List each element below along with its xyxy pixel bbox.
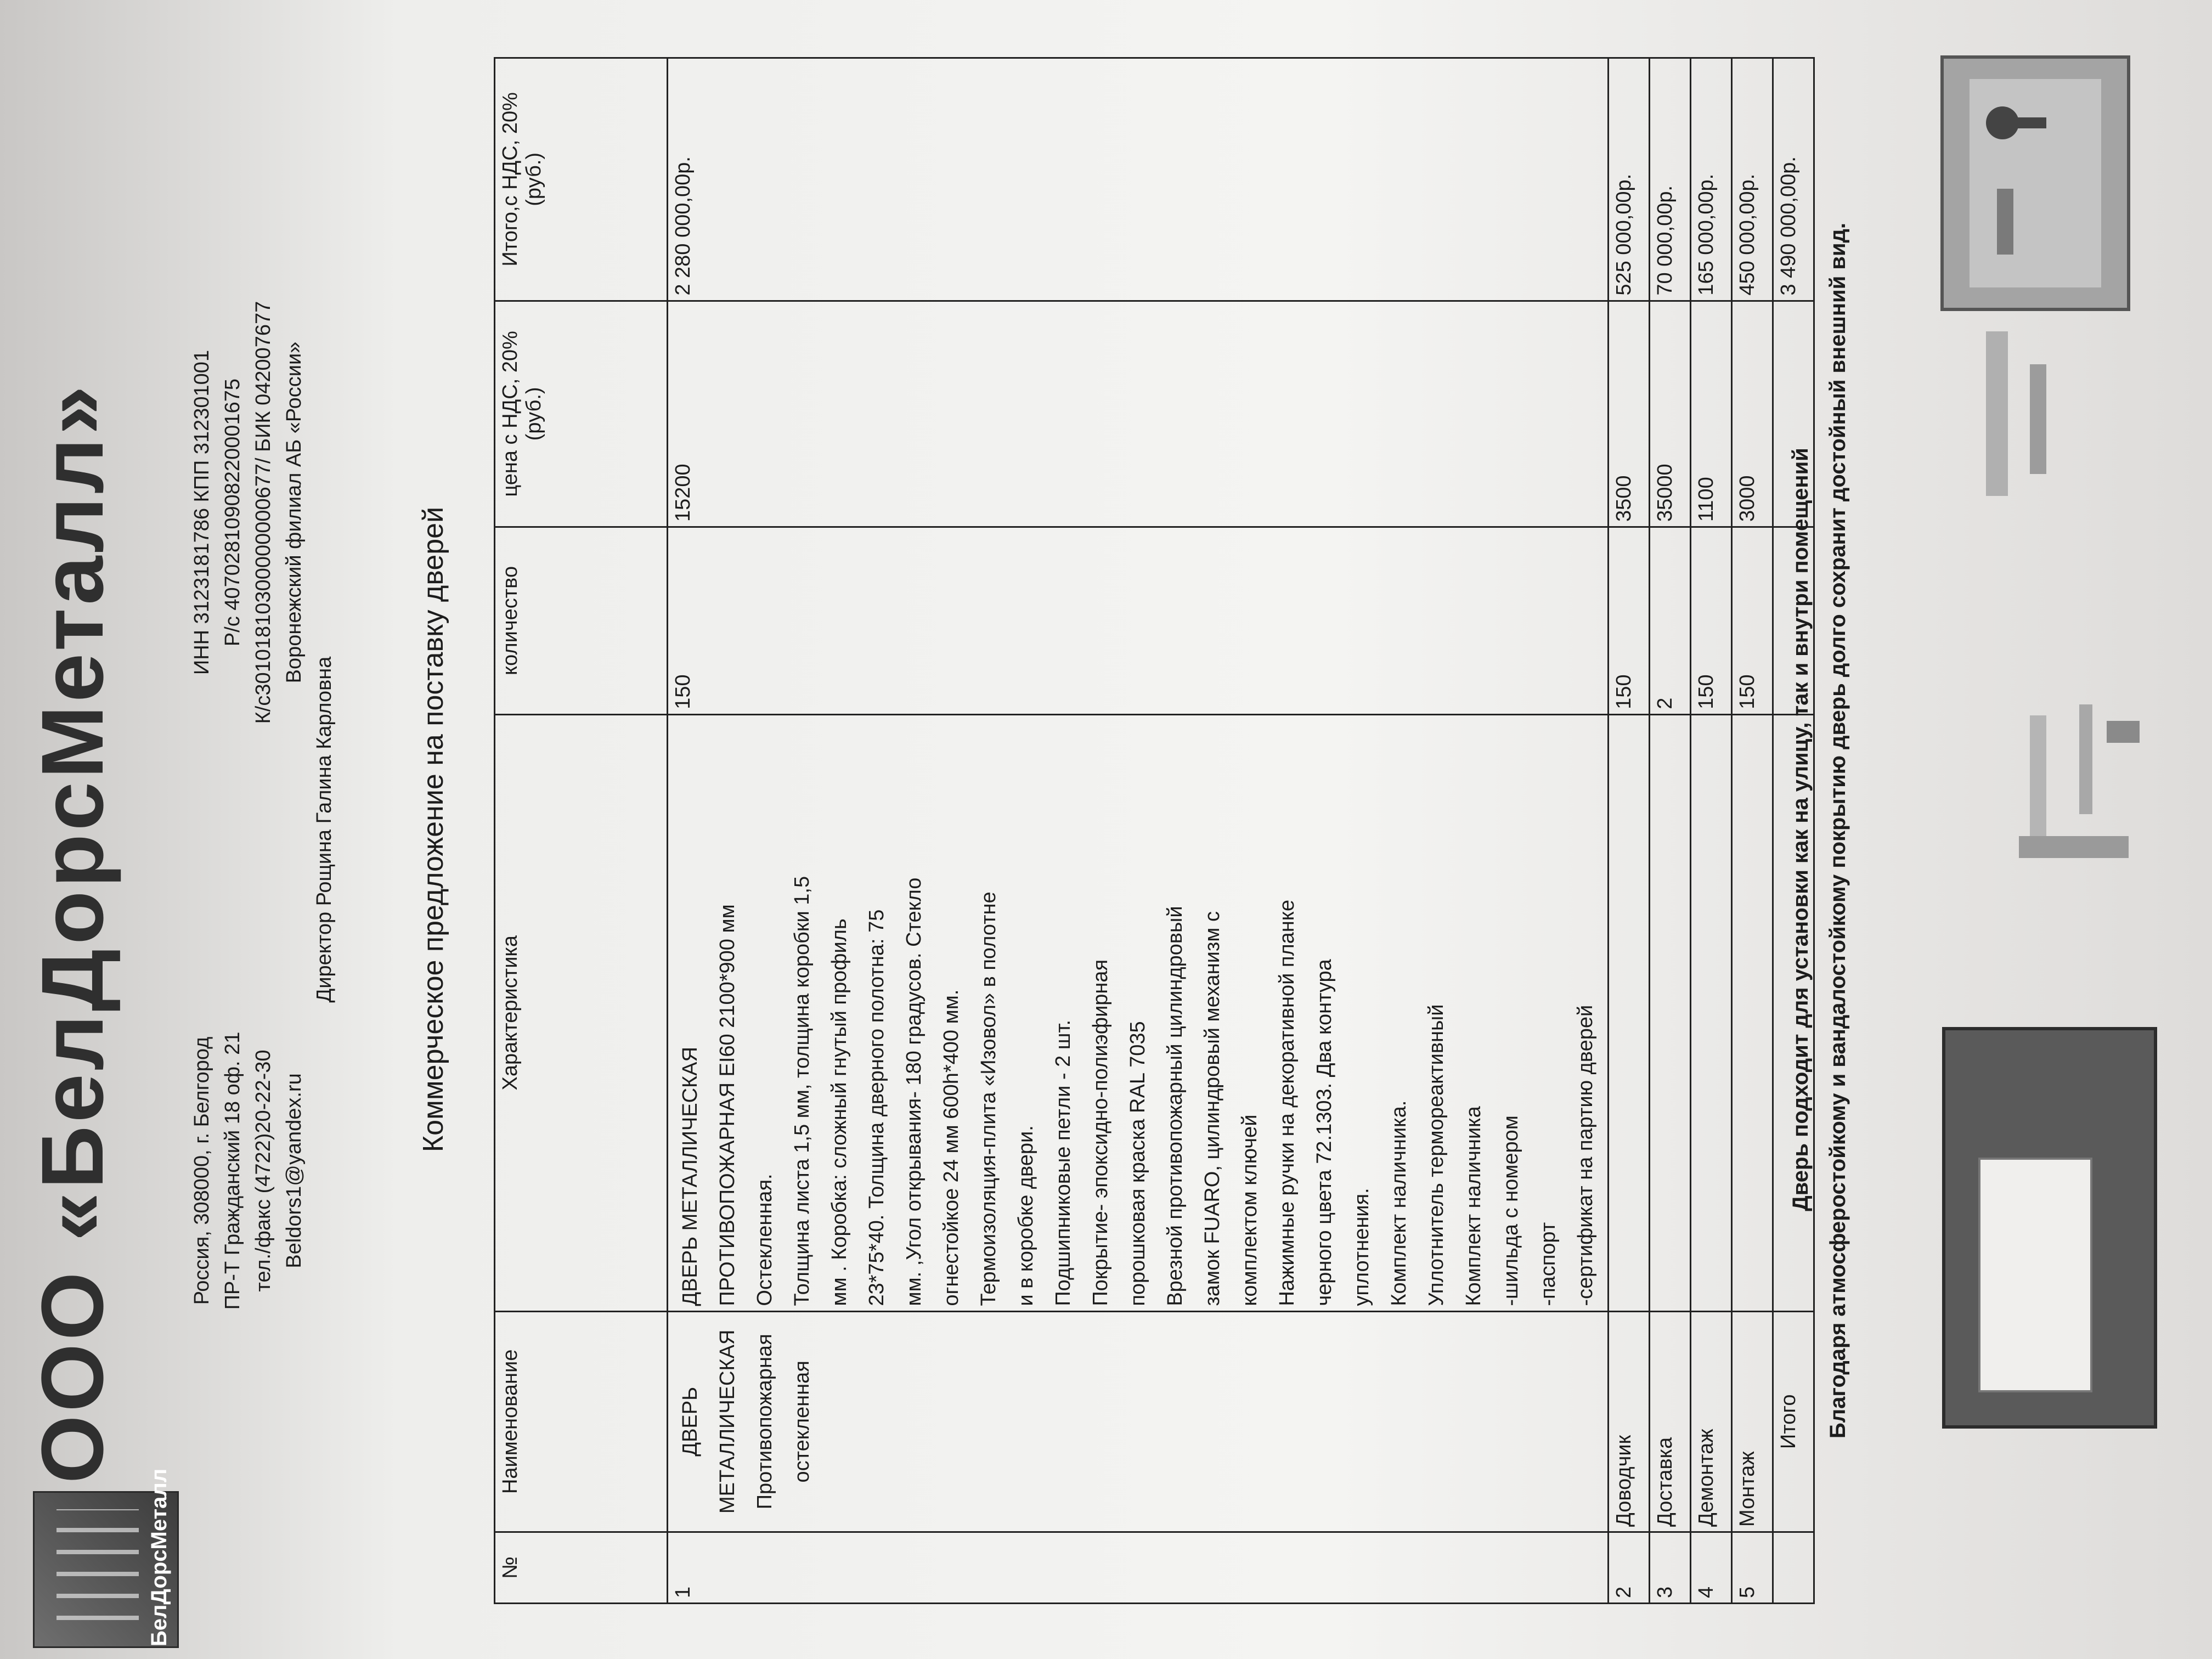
cell-no: 5 (1732, 1532, 1773, 1603)
characteristic-line: порошковая краска RAL 7035 (1126, 1021, 1149, 1306)
cell-qty: 150 (1609, 527, 1650, 715)
characteristic-line: Остекленная. (753, 1173, 776, 1306)
characteristic-line: уплотнения. (1350, 1188, 1373, 1306)
door-handle-photo (1997, 682, 2151, 880)
characteristic-line: мм. ,Угол открывания- 180 градусов. Стекло (902, 877, 926, 1306)
cell-no: 2 (1609, 1532, 1650, 1603)
cell-total: 165 000,00р. (1691, 58, 1732, 301)
characteristic-line: замок FUARO, цилиндровый механизм с (1201, 911, 1224, 1306)
cell-name: Доводчик (1609, 1311, 1650, 1532)
lock-photo (1920, 35, 2151, 507)
characteristic-line: и в коробке двери. (1014, 1125, 1037, 1306)
col-header-total: Итого,с НДС, 20% (руб.) (495, 58, 668, 301)
cell-characteristics (1691, 714, 1732, 1311)
cell-no: 1 (668, 1532, 1609, 1603)
table-row (1650, 58, 1691, 1604)
cell-name: Монтаж (1732, 1311, 1773, 1532)
characteristic-line: -паспорт (1537, 1222, 1560, 1306)
logo-text: БелДорсМеталл (147, 1468, 171, 1646)
characteristic-line: Покрытие- эпоксидно-полиэфирная (1089, 959, 1112, 1306)
col-header-name: Наименование (495, 1311, 668, 1532)
cell-price: 3500 (1609, 301, 1650, 527)
cell-no: 4 (1691, 1532, 1732, 1603)
cell-qty: 150 (1691, 527, 1732, 715)
cell-name (668, 1311, 1609, 1532)
characteristic-line: Врезной противопожарный цилиндровый (1164, 906, 1187, 1306)
director-name: Директор Рощина Галина Карловна (313, 656, 336, 1003)
company-name: ООО «БелДорсМеталл» (23, 382, 121, 1483)
cell-qty: 2 (1650, 527, 1691, 715)
cell-qty: 150 (1732, 527, 1773, 715)
phone-line: тел./факс (4722)20-22-30 (252, 1049, 275, 1292)
cell-characteristics (1650, 714, 1691, 1311)
col-header-characteristics: Характеристика (495, 714, 668, 1311)
offer-title: Коммерческое предложение на поставку дверей (417, 506, 449, 1153)
name-line: остекленная (791, 1361, 814, 1483)
characteristic-line: мм . Коробка: сложный гнутый профиль (828, 918, 851, 1306)
grand-total: 3 490 000,00р. (1773, 58, 1814, 301)
offer-table (494, 57, 1815, 1604)
table-header-row (495, 58, 668, 1604)
characteristic-line: -шильда с номером (1499, 1115, 1522, 1306)
address-block (187, 869, 309, 1472)
cell-characteristics (1732, 714, 1773, 1311)
table-row (1691, 58, 1732, 1604)
cell-qty: 150 (668, 527, 1609, 715)
email-line: Beldors1@yandex.ru (283, 1073, 306, 1268)
bank-line: Р/с 40702810908220001675 (221, 378, 244, 647)
bank-line: ИНН 3123181786 КПП 312301001 (190, 349, 213, 675)
company-logo (33, 1468, 179, 1648)
col-header-qty: количество (495, 527, 668, 715)
characteristic-line: 23*75*40. Толщина дверного полотна: 75 (865, 909, 888, 1306)
address-line: ПР-Т Гражданский 18 оф. 21 (221, 1031, 244, 1310)
cell-name: Доставка (1650, 1311, 1691, 1532)
cell-price: 15200 (668, 301, 1609, 527)
table-row (1609, 58, 1650, 1604)
characteristic-line: Толщина листа 1,5 мм, толщина коробки 1,5 (791, 876, 814, 1306)
cell-total: 70 000,00р. (1650, 58, 1691, 301)
table-row (1732, 58, 1773, 1604)
cell-total: 450 000,00р. (1732, 58, 1773, 301)
door-glass-panel (1978, 1158, 2092, 1392)
table-row (668, 58, 1609, 1604)
address-line: Россия, 308000, г. Белгород (190, 1036, 213, 1305)
characteristic-line: ПРОТИВОПОЖАРНАЯ EI60 2100*900 мм (716, 904, 739, 1306)
cell-characteristics (1609, 714, 1650, 1311)
door-photo (1942, 1027, 2157, 1429)
cell-name: Демонтаж (1691, 1311, 1732, 1532)
characteristic-line: Уплотнитель термореактивный (1425, 1004, 1448, 1306)
characteristic-line: Термоизоляция-плита «Изовол» в полотне (977, 891, 1000, 1306)
characteristic-line: огнестойкое 24 мм 600h*400 мм. (940, 989, 963, 1306)
characteristic-line: -сертификат на партию дверей (1574, 1005, 1597, 1306)
characteristic-line: Подшипниковые петли - 2 шт. (1052, 1019, 1075, 1306)
footer-line-2: Благодаря атмосферостойкому и вандалостойкому покрытию дверь долго сохранит достойный внешний вид. (1826, 222, 1850, 1439)
characteristic-line: Комплект наличника (1462, 1106, 1485, 1306)
characteristic-line: Комплект наличника. (1387, 1100, 1410, 1306)
total-label: Итого (1773, 1311, 1814, 1532)
logo-graphic (57, 1509, 139, 1630)
col-header-no: № (495, 1532, 668, 1603)
cell-total: 2 280 000,00р. (668, 58, 1609, 301)
bank-line: К/с30101810300000000677/ БИК 042007677 (252, 301, 275, 724)
name-line: Противопожарная (753, 1334, 776, 1510)
name-line: ДВЕРЬ (679, 1386, 702, 1457)
col-header-price: цена с НДС, 20% (руб.) (495, 301, 668, 527)
name-line: МЕТАЛЛИЧЕСКАЯ (716, 1329, 739, 1514)
characteristic-line: Нажимные ручки на декоративной планке (1276, 900, 1299, 1306)
cell-price: 3000 (1732, 301, 1773, 527)
cell-total: 525 000,00р. (1609, 58, 1650, 301)
bank-line: Воронежский филиал АБ «России» (283, 341, 306, 684)
bank-details (187, 156, 309, 869)
cell-characteristics (668, 714, 1609, 1311)
cell-price: 1100 (1691, 301, 1732, 527)
characteristic-line: ДВЕРЬ МЕТАЛЛИЧЕСКАЯ (679, 1047, 702, 1306)
characteristic-line: черного цвета 72.1303. Два контура (1313, 959, 1336, 1306)
footer-line-1: Дверь подходит для установки как на улицу, так и внутри помещений (1788, 448, 1813, 1211)
cell-no: 3 (1650, 1532, 1691, 1603)
cell-price: 35000 (1650, 301, 1691, 527)
characteristic-line: комплектом ключей (1238, 1114, 1261, 1306)
